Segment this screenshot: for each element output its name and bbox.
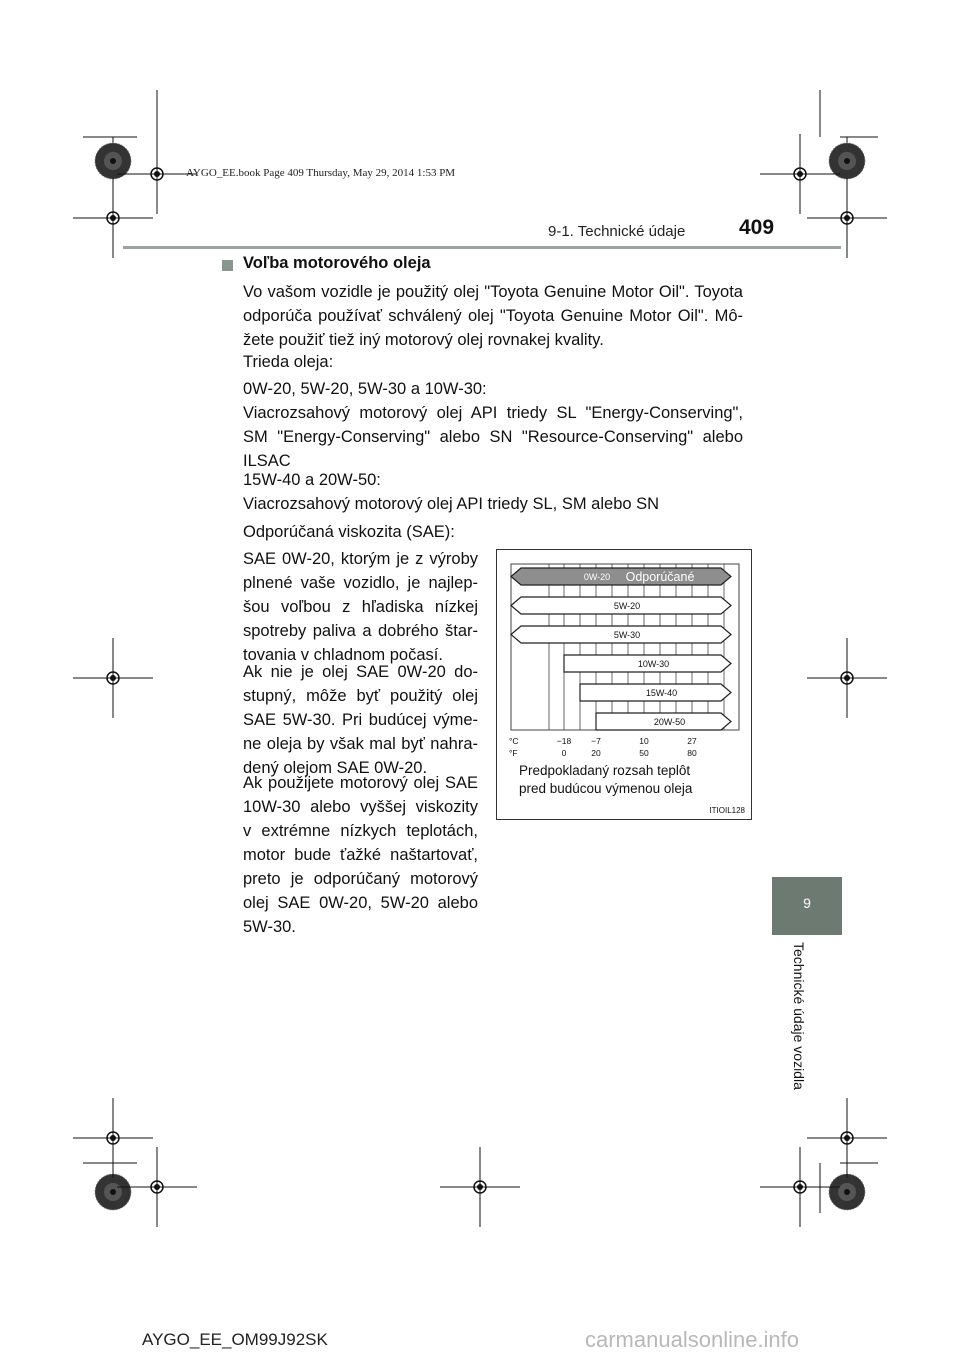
celsius-unit: °C [509,736,519,746]
running-head: 9-1. Technické údaje [548,223,686,240]
section-bullet-icon [222,260,233,271]
celsius-tick-label: −7 [591,736,601,746]
text-line: stupný, môže byť použitý olej [243,687,478,705]
viscosity-bar-label: 0W-20 [583,572,611,582]
paragraph-1 [243,547,478,667]
text-line: dený olejom SAE 0W-20. [243,759,428,777]
viscosity-bar-label: 20W-50 [653,717,686,727]
fahrenheit-tick-label: 0 [561,748,567,758]
fahrenheit-unit: °F [509,748,518,758]
oil-viscosity-diagram [497,550,751,819]
intro-paragraph [243,280,743,352]
temperature-axis [509,736,746,815]
text-line: SM "Energy-Conserving" alebo SN "Resource-Conserving" alebo [243,428,743,446]
text-line: ILSAC [243,452,291,470]
paragraph-3 [243,771,478,939]
header-rule [123,246,841,249]
text-line: preto je odporúčaný motorový [243,870,478,888]
grid-frame [511,564,739,730]
watermark: carmanualsonline.info [585,1327,800,1352]
fahrenheit-tick-label: 80 [687,748,697,758]
recommended-tag: Odporúčané [625,570,695,584]
figure-caption: Predpokladaný rozsah teplôt [519,763,691,778]
text-line: tovania v chladnom počasí. [243,646,443,664]
text-line: šou voľbou z hľadiska nízkej [243,598,478,616]
paragraph-2 [243,660,478,780]
page-number: 409 [739,216,775,239]
text-line: Vo vašom vozidle je použitý olej "Toyota Genuine Motor Oil". Toyota [243,283,743,301]
text-line: Ak nie je olej SAE 0W-20 do- [243,663,478,681]
grade-group-2-title: 15W-40 a 20W-50: [243,471,381,489]
viscosity-label: Odporúčaná viskozita (SAE): [243,523,455,541]
text-line: žete použiť tiež iný motorový olej rovnakej kvality. [243,331,604,349]
text-line: 10W-30 alebo vyššej viskozity [243,798,478,816]
text-line: motor bude ťažké naštartovať, [243,846,478,864]
book-stamp: AYGO_EE.book Page 409 Thursday, May 29, 2014 1:53 PM [186,167,456,179]
text-line: plnené vaše vozidlo, je najlep- [243,574,478,592]
grade-group-2-text: Viacrozsahový motorový olej API triedy SL, SM alebo SN [243,495,660,513]
viscosity-bar-label: 10W-30 [637,659,670,669]
viscosity-bar-label: 15W-40 [645,688,678,698]
celsius-tick-label: −18 [556,736,572,746]
text-line: 5W-30. [243,918,296,936]
text-line: SAE 0W-20, ktorým je z výroby [243,550,478,568]
viscosity-bar [511,568,731,585]
viscosity-bar-label: 5W-20 [613,601,641,611]
text-line: spotreby paliva a dobrého štar- [243,622,478,640]
text-line: olej SAE 0W-20, 5W-20 alebo [243,894,478,912]
text-line: Viacrozsahový motorový olej API triedy SL "Energy-Conserving", [243,404,743,422]
text-line: v extrémne nízkych teplotách, [243,822,478,840]
chapter-title: Technické údaje vozidla [791,942,807,1090]
figure-caption: pred budúcou výmenou oleja [519,781,693,796]
figure-code: ITIOIL128 [709,806,745,815]
celsius-tick-label: 27 [687,736,697,746]
fahrenheit-tick-label: 20 [591,748,601,758]
viscosity-bar-label: 5W-30 [613,630,641,640]
temperature-grid [511,564,739,730]
oil-viscosity-figure [496,549,752,820]
viscosity-bars [511,568,731,730]
section-title: Voľba motorového oleja [243,254,431,272]
chapter-tab[interactable] [772,877,842,935]
celsius-tick-label: 10 [639,736,649,746]
text-line: Ak použijete motorový olej SAE [243,774,478,792]
text-line: SAE 5W-30. Pri budúcej výme- [243,711,478,729]
chapter-number: 9 [803,895,811,911]
manual-code: AYGO_EE_OM99J92SK [142,1330,328,1349]
fahrenheit-tick-label: 50 [639,748,649,758]
grade-group-1-title: 0W-20, 5W-20, 5W-30 a 10W-30: [243,380,487,398]
text-line: ne oleja by však mal byť nahra- [243,735,478,753]
text-line: odporúča používať schválený olej "Toyota Genuine Motor Oil". Mô- [243,307,743,325]
grade-group-1-text [243,401,743,473]
oil-grade-label: Trieda oleja: [243,353,334,371]
